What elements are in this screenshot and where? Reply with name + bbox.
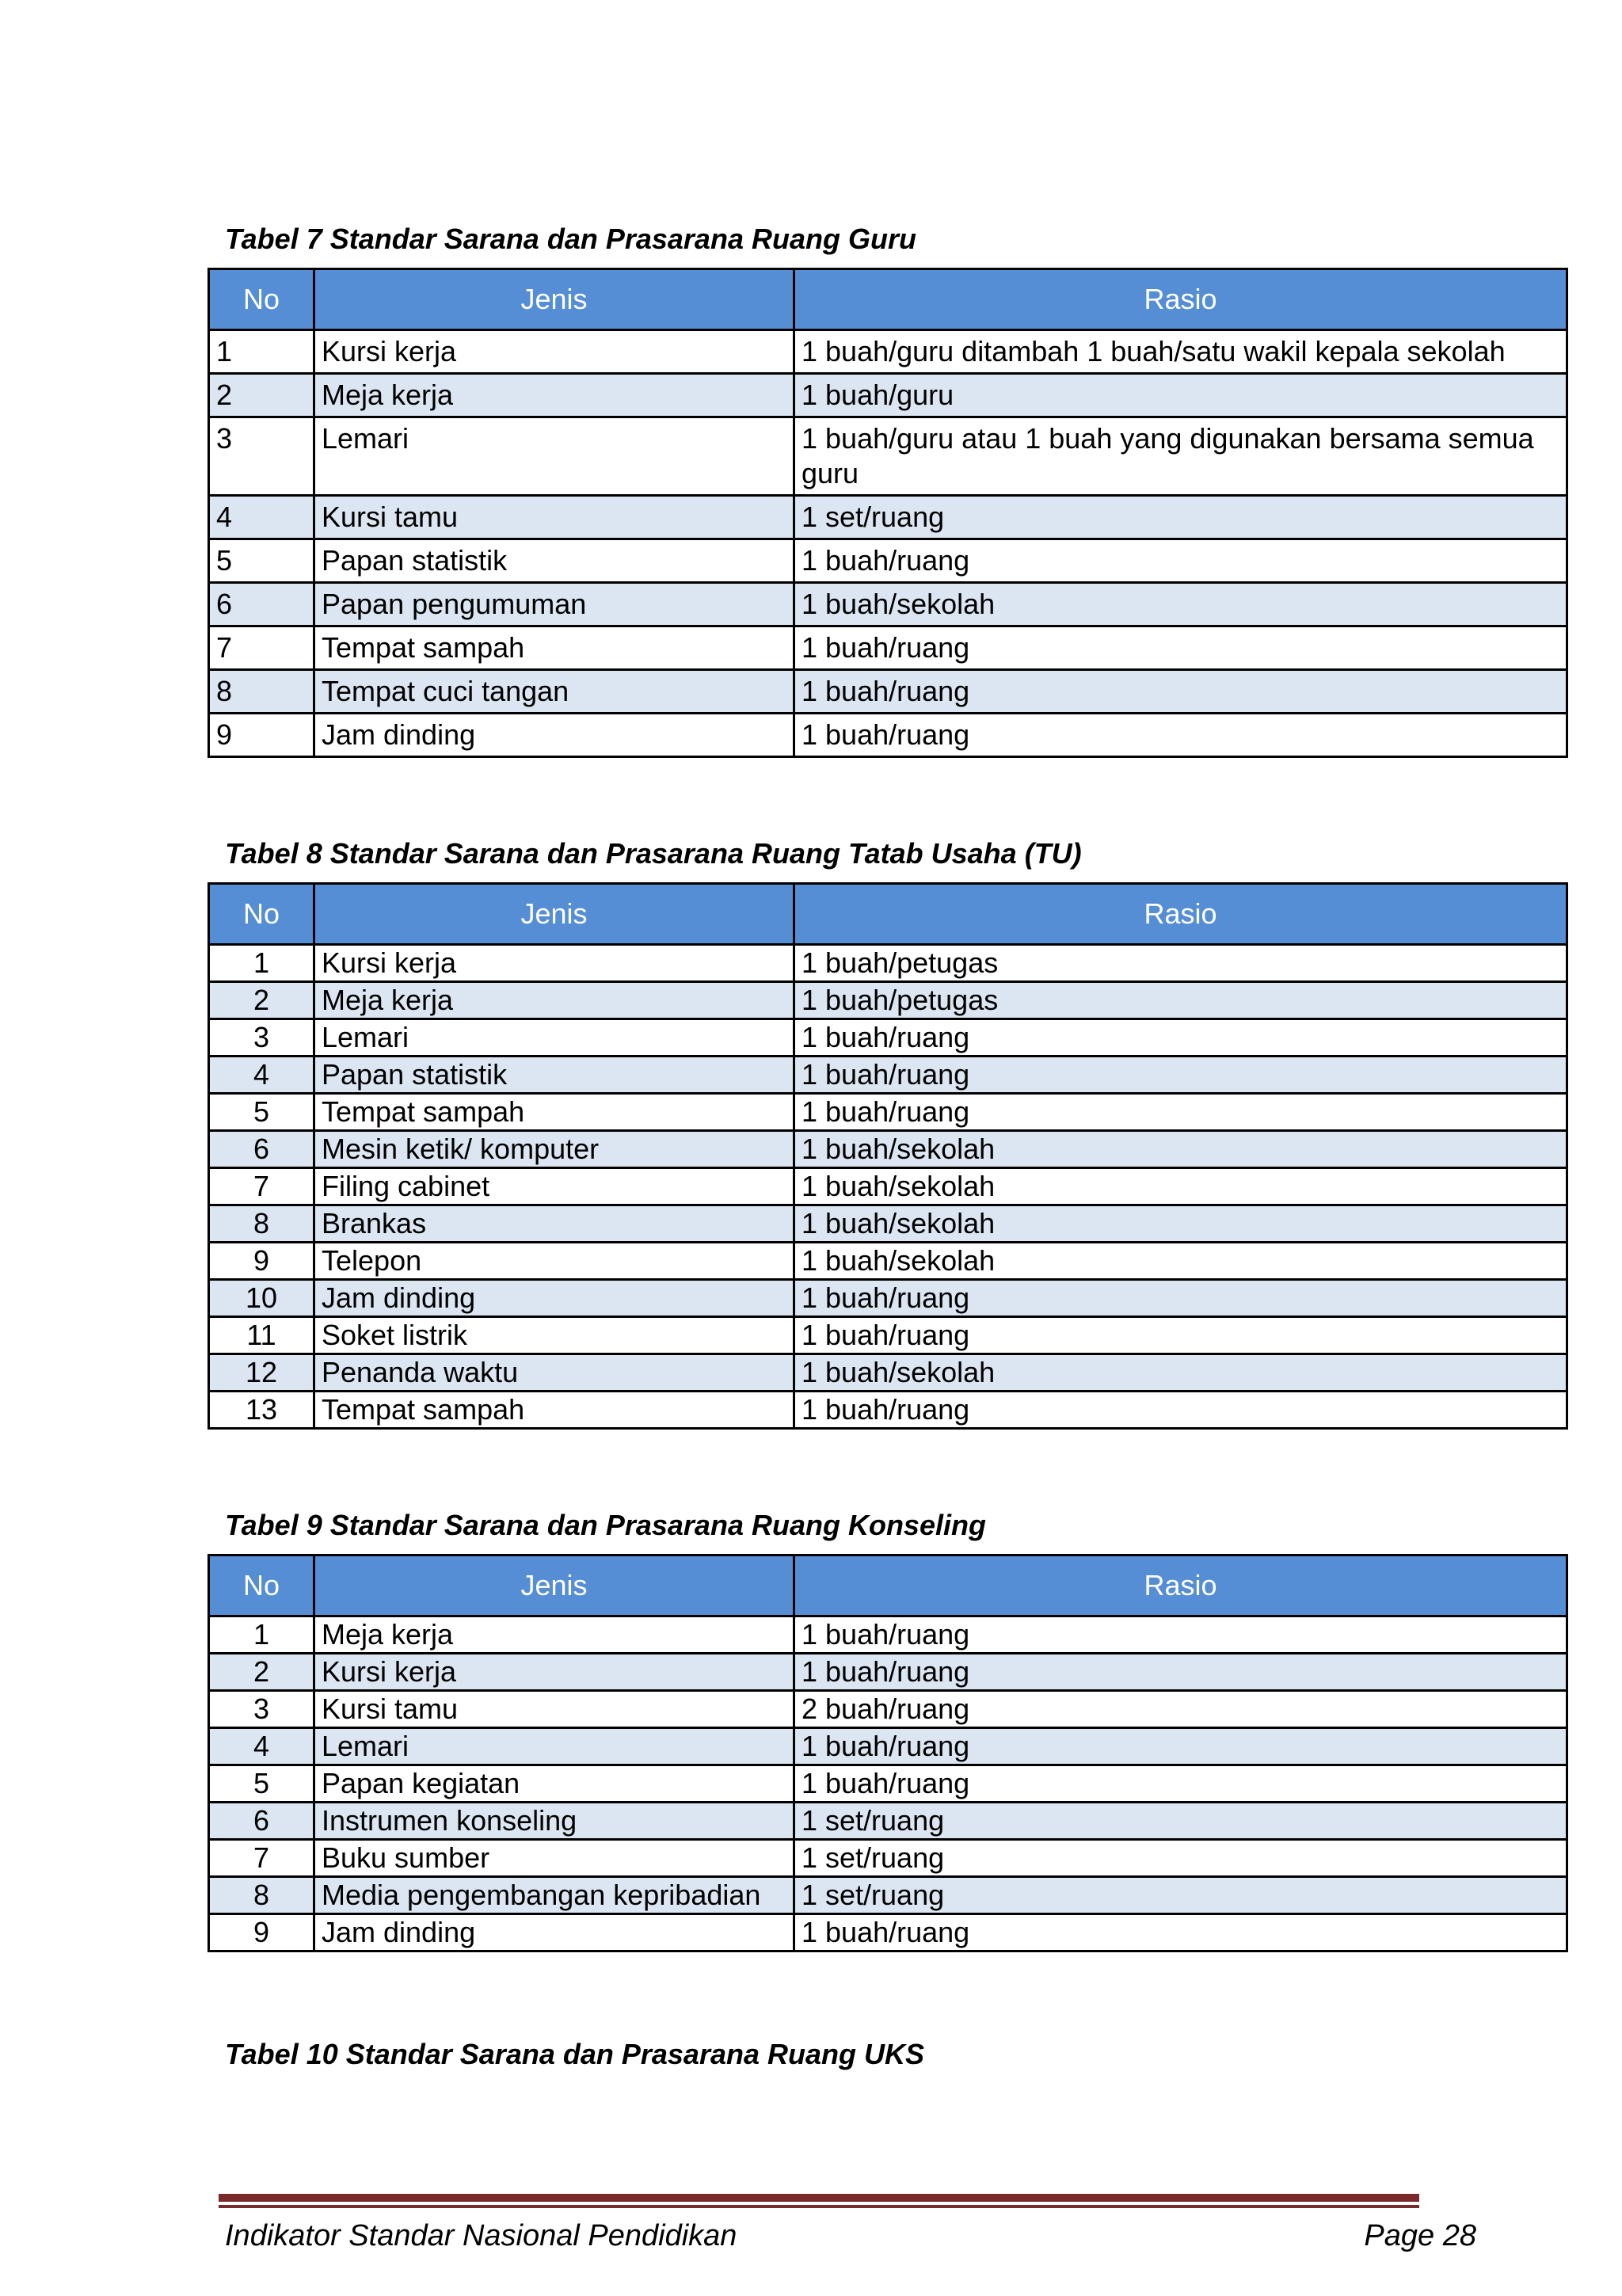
cell-jenis: Telepon	[314, 1243, 794, 1280]
cell-jenis: Kursi tamu	[314, 496, 794, 539]
table-row	[209, 1094, 1567, 1131]
cell-no: 6	[209, 583, 314, 626]
cell-jenis: Lemari	[314, 417, 794, 496]
cell-rasio: 1 buah/ruang	[794, 1094, 1567, 1131]
table-row	[209, 982, 1567, 1019]
column-header: No	[209, 269, 314, 330]
cell-no: 1	[209, 1616, 314, 1654]
table-7-caption: Tabel 7 Standar Sarana dan Prasarana Ruang Guru	[225, 223, 916, 255]
cell-rasio: 1 buah/guru	[794, 374, 1567, 417]
column-header: No	[209, 884, 314, 945]
table-row	[209, 626, 1567, 670]
cell-no: 3	[209, 417, 314, 496]
table-row	[209, 1280, 1567, 1317]
cell-rasio: 1 buah/ruang	[794, 1728, 1567, 1765]
cell-rasio: 1 buah/ruang	[794, 626, 1567, 670]
cell-no: 8	[209, 1205, 314, 1243]
cell-no: 9	[209, 1243, 314, 1280]
table-row	[209, 1877, 1567, 1914]
cell-no: 4	[209, 1057, 314, 1094]
table-row	[209, 1019, 1567, 1057]
table-8-caption: Tabel 8 Standar Sarana dan Prasarana Ruang Tatab Usaha (TU)	[225, 837, 1082, 870]
table-row	[209, 496, 1567, 539]
table-row	[209, 1728, 1567, 1765]
column-header: Rasio	[794, 884, 1567, 945]
table-9	[208, 1554, 1568, 1952]
cell-rasio: 2 buah/ruang	[794, 1691, 1567, 1728]
cell-jenis: Tempat sampah	[314, 626, 794, 670]
cell-rasio: 1 buah/sekolah	[794, 1205, 1567, 1243]
cell-rasio: 1 buah/ruang	[794, 1765, 1567, 1803]
footer-divider-thin	[219, 2205, 1419, 2208]
cell-jenis: Papan statistik	[314, 1057, 794, 1094]
column-header: Rasio	[794, 269, 1567, 330]
table-row	[209, 1392, 1567, 1429]
table-row	[209, 1616, 1567, 1654]
table-row	[209, 1914, 1567, 1951]
cell-jenis: Buku sumber	[314, 1840, 794, 1877]
cell-rasio: 1 buah/ruang	[794, 539, 1567, 583]
cell-rasio: 1 buah/petugas	[794, 982, 1567, 1019]
table-row	[209, 945, 1567, 982]
cell-rasio: 1 buah/petugas	[794, 945, 1567, 982]
cell-rasio: 1 buah/ruang	[794, 1616, 1567, 1654]
cell-no: 8	[209, 1877, 314, 1914]
table-10-caption: Tabel 10 Standar Sarana dan Prasarana Ruang UKS	[225, 2038, 924, 2070]
cell-jenis: Instrumen konseling	[314, 1803, 794, 1840]
column-header: Rasio	[794, 1555, 1567, 1616]
cell-rasio: 1 set/ruang	[794, 1877, 1567, 1914]
cell-jenis: Papan pengumuman	[314, 583, 794, 626]
cell-no: 7	[209, 1840, 314, 1877]
cell-no: 1	[209, 330, 314, 374]
cell-rasio: 1 buah/ruang	[794, 1317, 1567, 1354]
cell-no: 6	[209, 1803, 314, 1840]
table-9-caption: Tabel 9 Standar Sarana dan Prasarana Ruang Konseling	[225, 1509, 986, 1541]
cell-no: 6	[209, 1131, 314, 1168]
table-row	[209, 1354, 1567, 1392]
table-row	[209, 417, 1567, 496]
cell-no: 3	[209, 1691, 314, 1728]
cell-no: 1	[209, 945, 314, 982]
cell-no: 9	[209, 1914, 314, 1951]
cell-no: 2	[209, 374, 314, 417]
table-row	[209, 1765, 1567, 1803]
cell-jenis: Tempat sampah	[314, 1094, 794, 1131]
cell-jenis: Soket listrik	[314, 1317, 794, 1354]
cell-rasio: 1 buah/sekolah	[794, 1354, 1567, 1392]
cell-rasio: 1 buah/sekolah	[794, 1131, 1567, 1168]
cell-rasio: 1 buah/ruang	[794, 1392, 1567, 1429]
column-header: Jenis	[314, 1555, 794, 1616]
table-row	[209, 1317, 1567, 1354]
cell-jenis: Media pengembangan kepribadian	[314, 1877, 794, 1914]
cell-rasio: 1 buah/guru ditambah 1 buah/satu wakil kepala sekolah	[794, 330, 1567, 374]
cell-rasio: 1 buah/ruang	[794, 1057, 1567, 1094]
cell-rasio: 1 buah/ruang	[794, 1019, 1567, 1057]
cell-no: 10	[209, 1280, 314, 1317]
cell-jenis: Filing cabinet	[314, 1168, 794, 1205]
footer-divider-thick	[219, 2194, 1419, 2202]
cell-jenis: Penanda waktu	[314, 1354, 794, 1392]
cell-no: 12	[209, 1354, 314, 1392]
cell-rasio: 1 buah/ruang	[794, 670, 1567, 714]
table-row	[209, 1205, 1567, 1243]
cell-rasio: 1 buah/guru atau 1 buah yang digunakan bersama semua guru	[794, 417, 1567, 496]
cell-no: 2	[209, 1654, 314, 1691]
cell-jenis: Mesin ketik/ komputer	[314, 1131, 794, 1168]
cell-no: 4	[209, 496, 314, 539]
table-row	[209, 1168, 1567, 1205]
cell-no: 7	[209, 1168, 314, 1205]
cell-jenis: Kursi kerja	[314, 330, 794, 374]
cell-rasio: 1 set/ruang	[794, 1840, 1567, 1877]
cell-no: 13	[209, 1392, 314, 1429]
cell-jenis: Jam dinding	[314, 1280, 794, 1317]
cell-jenis: Lemari	[314, 1019, 794, 1057]
cell-jenis: Papan kegiatan	[314, 1765, 794, 1803]
cell-jenis: Jam dinding	[314, 1914, 794, 1951]
cell-jenis: Meja kerja	[314, 982, 794, 1019]
cell-no: 8	[209, 670, 314, 714]
cell-rasio: 1 buah/ruang	[794, 1280, 1567, 1317]
cell-no: 3	[209, 1019, 314, 1057]
table-row	[209, 1803, 1567, 1840]
table-row	[209, 1057, 1567, 1094]
cell-no: 4	[209, 1728, 314, 1765]
cell-jenis: Lemari	[314, 1728, 794, 1765]
cell-jenis: Kursi tamu	[314, 1691, 794, 1728]
cell-no: 11	[209, 1317, 314, 1354]
cell-jenis: Papan statistik	[314, 539, 794, 583]
cell-rasio: 1 buah/ruang	[794, 1654, 1567, 1691]
cell-rasio: 1 buah/sekolah	[794, 583, 1567, 626]
table-row	[209, 1131, 1567, 1168]
cell-jenis: Tempat cuci tangan	[314, 670, 794, 714]
column-header: Jenis	[314, 884, 794, 945]
table-row	[209, 1691, 1567, 1728]
table-row	[209, 1654, 1567, 1691]
cell-rasio: 1 set/ruang	[794, 496, 1567, 539]
cell-rasio: 1 set/ruang	[794, 1803, 1567, 1840]
cell-rasio: 1 buah/sekolah	[794, 1243, 1567, 1280]
cell-jenis: Jam dinding	[314, 714, 794, 757]
cell-rasio: 1 buah/ruang	[794, 1914, 1567, 1951]
table-row	[209, 714, 1567, 757]
table-row	[209, 330, 1567, 374]
cell-no: 2	[209, 982, 314, 1019]
table-row	[209, 539, 1567, 583]
cell-no: 5	[209, 1094, 314, 1131]
cell-jenis: Meja kerja	[314, 374, 794, 417]
cell-jenis: Kursi kerja	[314, 945, 794, 982]
table-row	[209, 1840, 1567, 1877]
table-header-row	[209, 1555, 1567, 1616]
cell-jenis: Tempat sampah	[314, 1392, 794, 1429]
cell-no: 7	[209, 626, 314, 670]
table-row	[209, 670, 1567, 714]
cell-jenis: Kursi kerja	[314, 1654, 794, 1691]
cell-no: 5	[209, 539, 314, 583]
cell-rasio: 1 buah/sekolah	[794, 1168, 1567, 1205]
column-header: No	[209, 1555, 314, 1616]
footer-page-number: Page 28	[1364, 2219, 1476, 2252]
cell-no: 9	[209, 714, 314, 757]
table-row	[209, 1243, 1567, 1280]
table-row	[209, 583, 1567, 626]
cell-rasio: 1 buah/ruang	[794, 714, 1567, 757]
table-7	[208, 268, 1568, 758]
cell-jenis: Brankas	[314, 1205, 794, 1243]
table-header-row	[209, 884, 1567, 945]
table-header-row	[209, 269, 1567, 330]
column-header: Jenis	[314, 269, 794, 330]
footer-document-title: Indikator Standar Nasional Pendidikan	[225, 2219, 737, 2252]
cell-jenis: Meja kerja	[314, 1616, 794, 1654]
cell-no: 5	[209, 1765, 314, 1803]
table-8	[208, 882, 1568, 1430]
table-row	[209, 374, 1567, 417]
